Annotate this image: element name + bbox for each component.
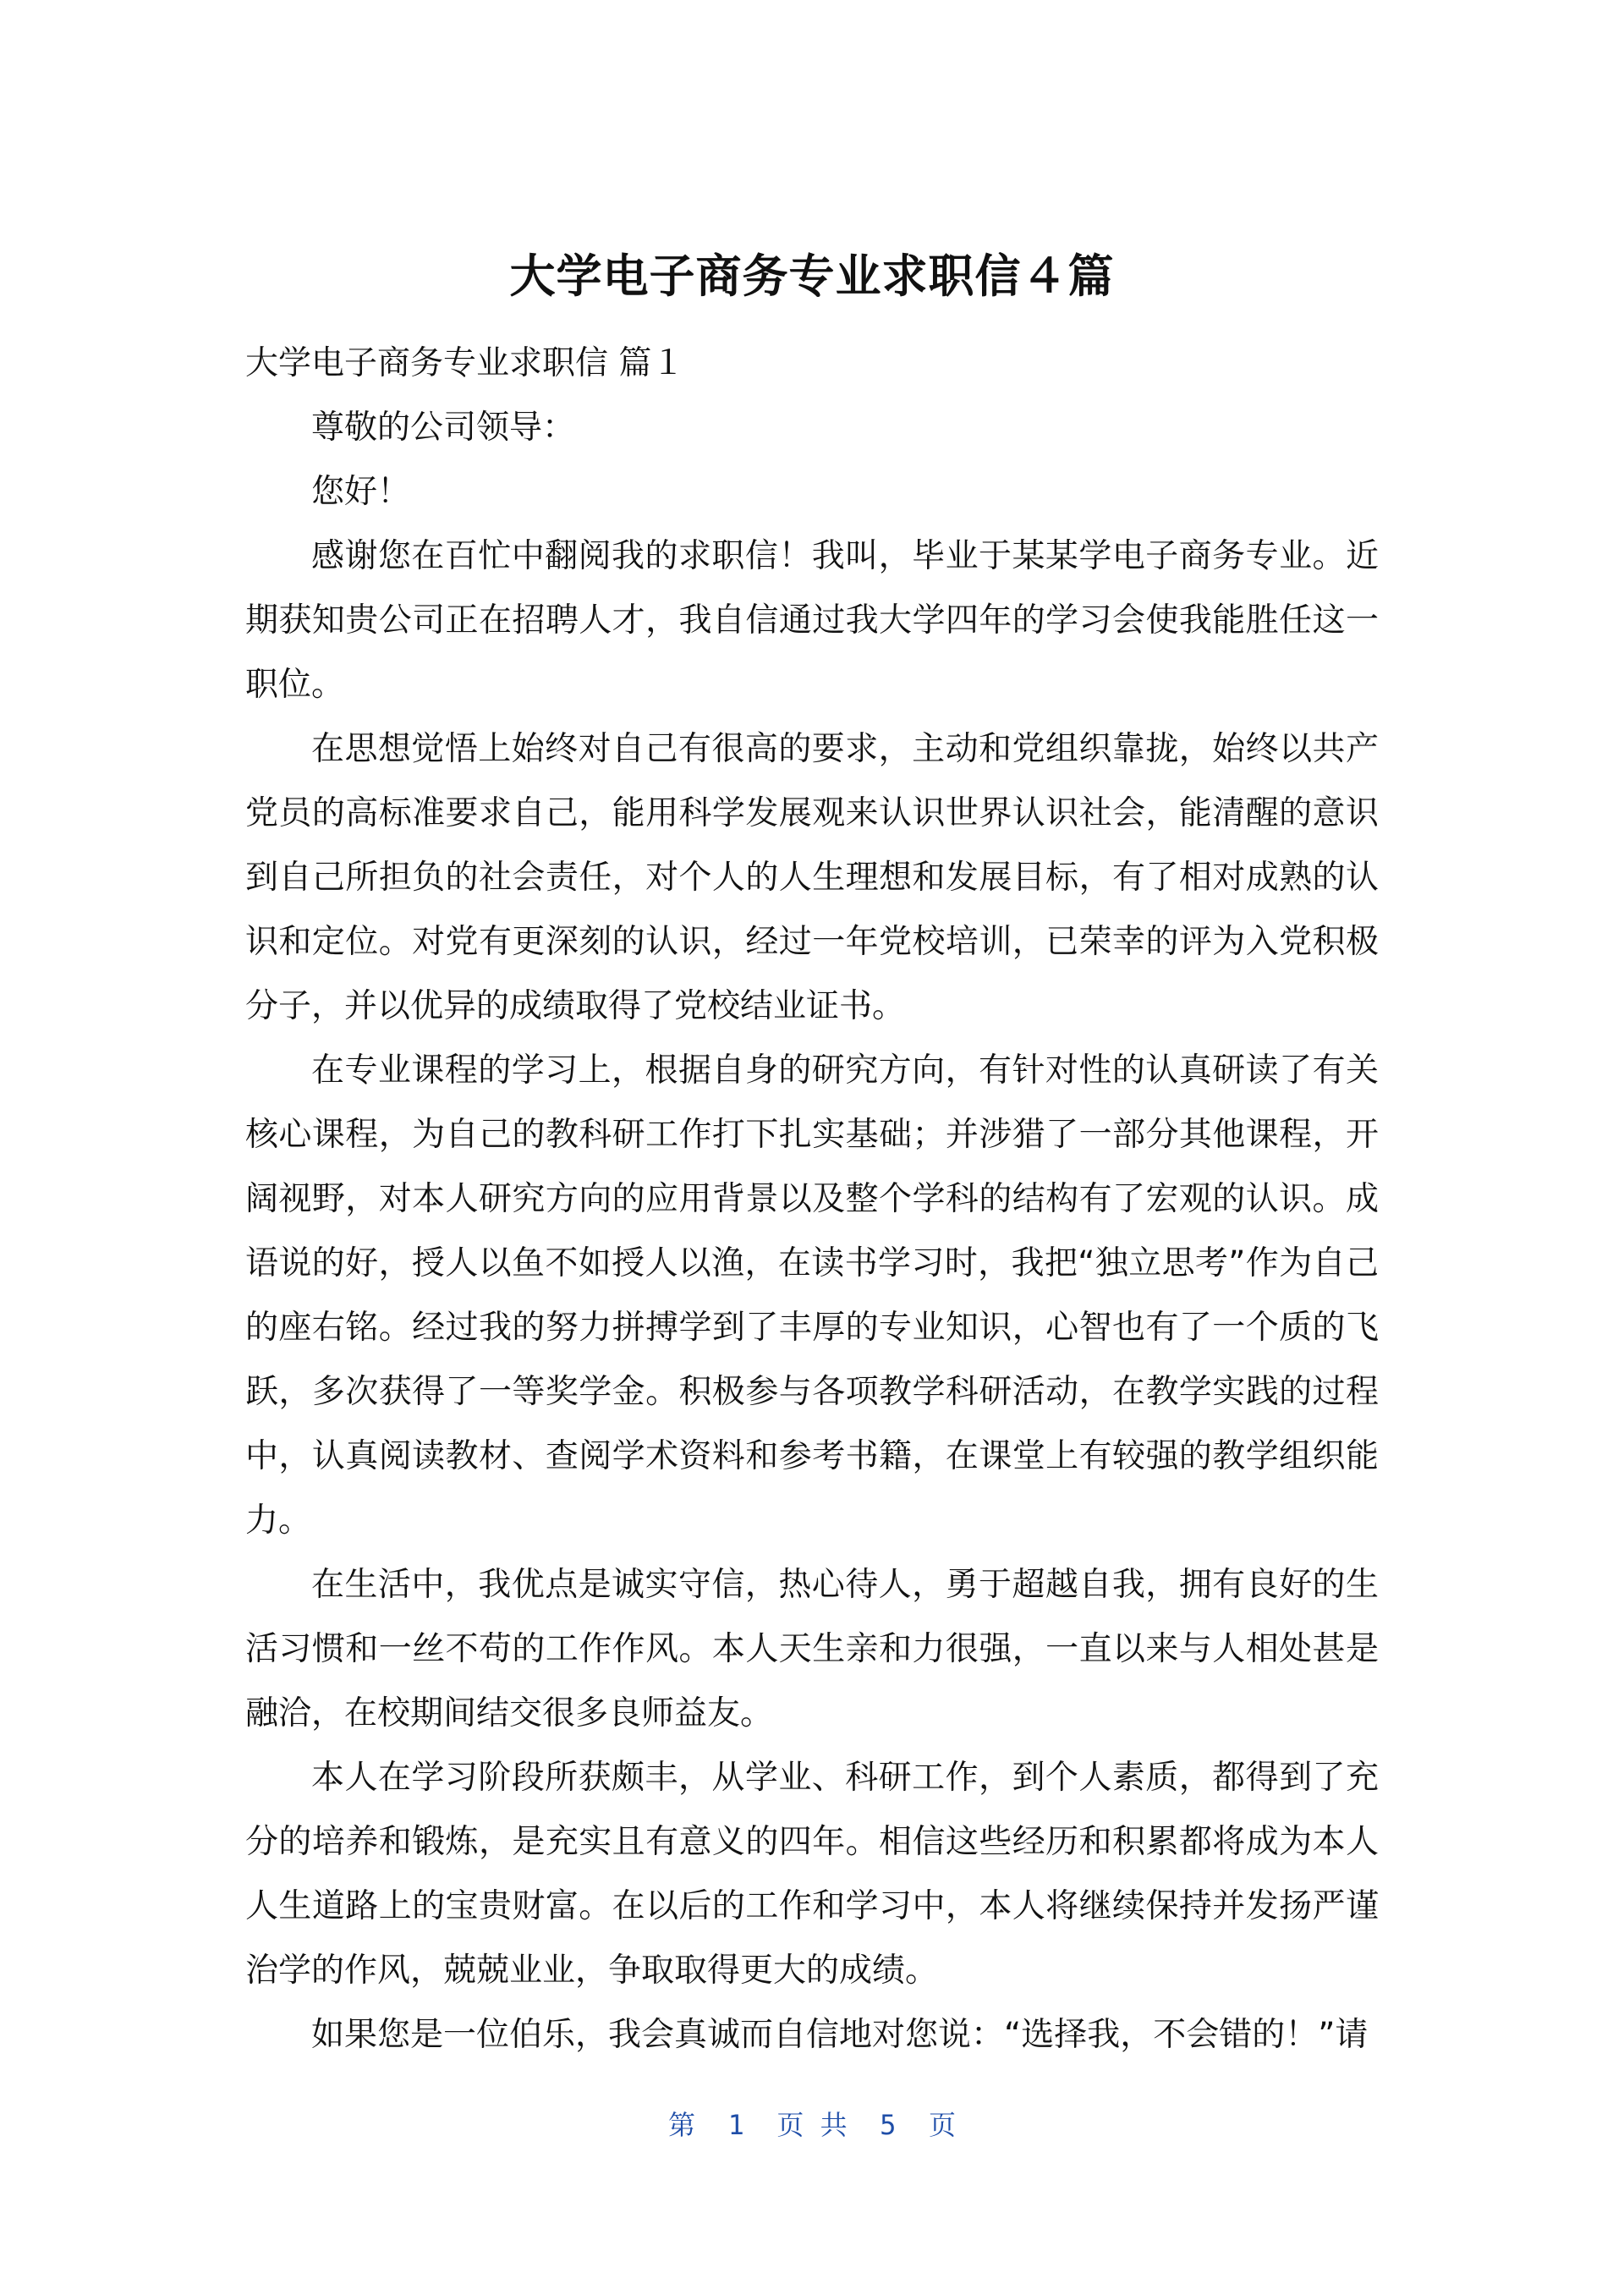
paragraph-ideology: 在思想觉悟上始终对自己有很高的要求，主动和党组织靠拢，始终以共产党员的高标准要求自己，能用科学发展观来认识世界认识社会，能清醒的意识到自己所担负的社会责任，对个人的人生理想和发展目标，有了相对成熟的认识和定位。对党有更深刻的认识，经过一年党校培训，已荣幸的评为入党积极分子，并以优异的成绩取得了党校结业证书。: [245, 730, 1379, 1025]
paragraph-life: 在生活中，我优点是诚实守信，热心待人，勇于超越自我，拥有良好的生活习惯和一丝不苟的工作作风。本人天生亲和力很强，一直以来与人相处甚是融洽，在校期间结交很多良师益友。: [245, 1566, 1379, 1732]
document-title: 大学电子商务专业求职信４篇: [509, 250, 1115, 303]
section-heading: 大学电子商务专业求职信 篇１: [245, 344, 685, 382]
greeting: 您好！: [311, 473, 411, 511]
paragraph-closing: 如果您是一位伯乐，我会真诚而自信地对您说：“选择我，不会错的！”请: [311, 2016, 1369, 2054]
paragraph-study: 在专业课程的学习上，根据自身的研究方向，有针对性的认真研读了有关核心课程，为自己的教科研工作打下扎实基础；并涉猎了一部分其他课程，开阔视野，对本人研究方向的应用背景以及整个学科的结构有了宏观的认识。成语说的好，授人以鱼不如授人以渔，在读书学习时，我把“独立思考”作为自己的座右铭。经过我的努力拼搏学到了丰厚的专业知识，心智也有了一个质的飞跃，多次获得了一等奖学金。积极参与各项教学科研活动，在教学实践的过程中，认真阅读教材、查阅学术资料和参考书籍，在课堂上有较强的教学组织能力。: [245, 1051, 1379, 1540]
page-number-footer: 第 1 页 共 5 页: [668, 2109, 956, 2141]
salutation: 尊敬的公司领导：: [311, 409, 576, 447]
paragraph-summary: 本人在学习阶段所获颇丰，从学业、科研工作，到个人素质，都得到了充分的培养和锻炼，是充实且有意义的四年。相信这些经历和积累都将成为本人人生道路上的宝贵财富。在以后的工作和学习中，本人将继续保持并发扬严谨治学的作风，兢兢业业，争取取得更大的成绩。: [245, 1759, 1379, 1990]
document-body: [245, 332, 1379, 2067]
paragraph-intro: 感谢您在百忙中翻阅我的求职信！我叫，毕业于某某学电子商务专业。近期获知贵公司正在招聘人才，我自信通过我大学四年的学习会使我能胜任这一职位。: [245, 537, 1379, 704]
